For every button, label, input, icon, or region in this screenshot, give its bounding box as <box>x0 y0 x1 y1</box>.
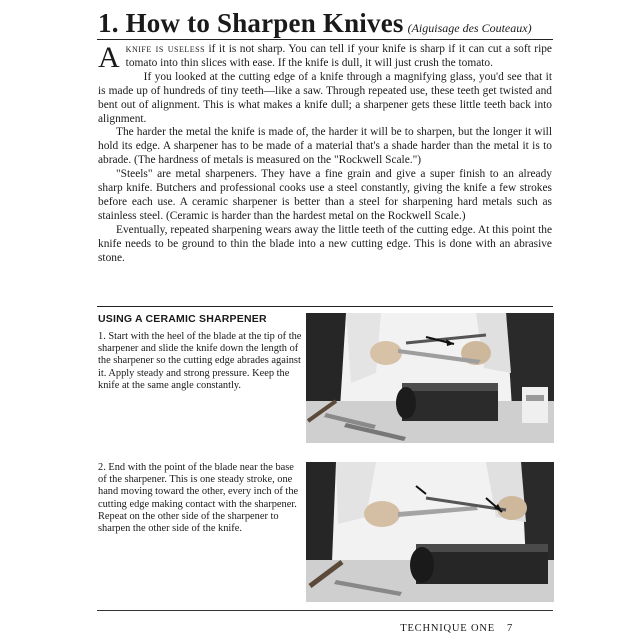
page-title: 1. How to Sharpen Knives <box>98 8 404 38</box>
title-rule <box>97 39 553 40</box>
footer-rule <box>97 610 553 611</box>
paragraph-grinding: Eventually, repeated sharpening wears away the little teeth of the cutting edge. At this point the knife needs to be ground to thin the blade into a new cutting edge. This is done with an abrasive stone. <box>98 223 552 264</box>
title-row <box>98 8 558 39</box>
footer-label: TECHNIQUE ONE <box>400 623 495 634</box>
page-number: 7 <box>506 623 513 634</box>
section-heading: USING A CERAMIC SHARPENER <box>98 313 267 325</box>
section-rule <box>97 306 553 307</box>
photo-step-1-illustration <box>306 313 554 443</box>
intro-text: if it is not sharp. You can tell if your knife is sharp if it can cut a soft ripe tomato into thin slices with ease. If the knife is dull, it will just crush the tomato. <box>125 43 552 69</box>
step-2-text: 2. End with the point of the blade near the base of the sharpener. This is one steady stroke, one hand moving toward the other, every inch of the cutting edge making contact with the sharpener. Repeat on the other side of the sharpener to sharpen the other side of the knife. <box>98 462 299 535</box>
paragraph-steels: "Steels" are metal sharpeners. They have a fine grain and give a super finish to an already sharp knife. Butchers and professional cooks use a steel constantly, giving the knife a few strokes before each use. A ceramic sharpener is better than a steel for sharpening hard metals such as stainless steel. (Ceramic is harder than the hardest metal on the Rockwell Scale.) <box>98 168 552 222</box>
page-subtitle: (Aiguisage des Couteaux) <box>407 21 532 35</box>
step-1-text: 1. Start with the heel of the blade at the tip of the sharpener and slide the knife down the length of the sharpener so the cutting edge abrades against it. Apply steady and strong pressure. Keep the knife at the same angle constantly. <box>98 331 302 391</box>
photo-step-1 <box>306 313 554 443</box>
paragraph-magnifying-glass: If you looked at the cutting edge of a knife through a magnifying glass, you'd see that it is made up of hundreds of tiny teeth—like a saw. Through repeated use, these teeth get twisted and bent out of alignment. This is what makes a knife dull; a sharpener gets these little teeth back into alignment. <box>98 70 552 125</box>
drop-cap: A <box>98 41 120 74</box>
photo-step-2 <box>306 462 554 602</box>
photo-step-2-illustration <box>306 462 554 602</box>
body-text <box>98 43 552 266</box>
intro-lead: knife is useless <box>125 43 206 55</box>
page-footer <box>400 623 513 634</box>
paragraph-hardness: The harder the metal the knife is made of, the harder it will be to sharpen, but the longer it will hold its edge. A sharpener has to be made of a material that's a shade harder than the metal it is to abrade. (The hardness of metals is measured on the "Rockwell Scale.") <box>98 126 552 167</box>
intro-paragraph <box>98 41 552 74</box>
